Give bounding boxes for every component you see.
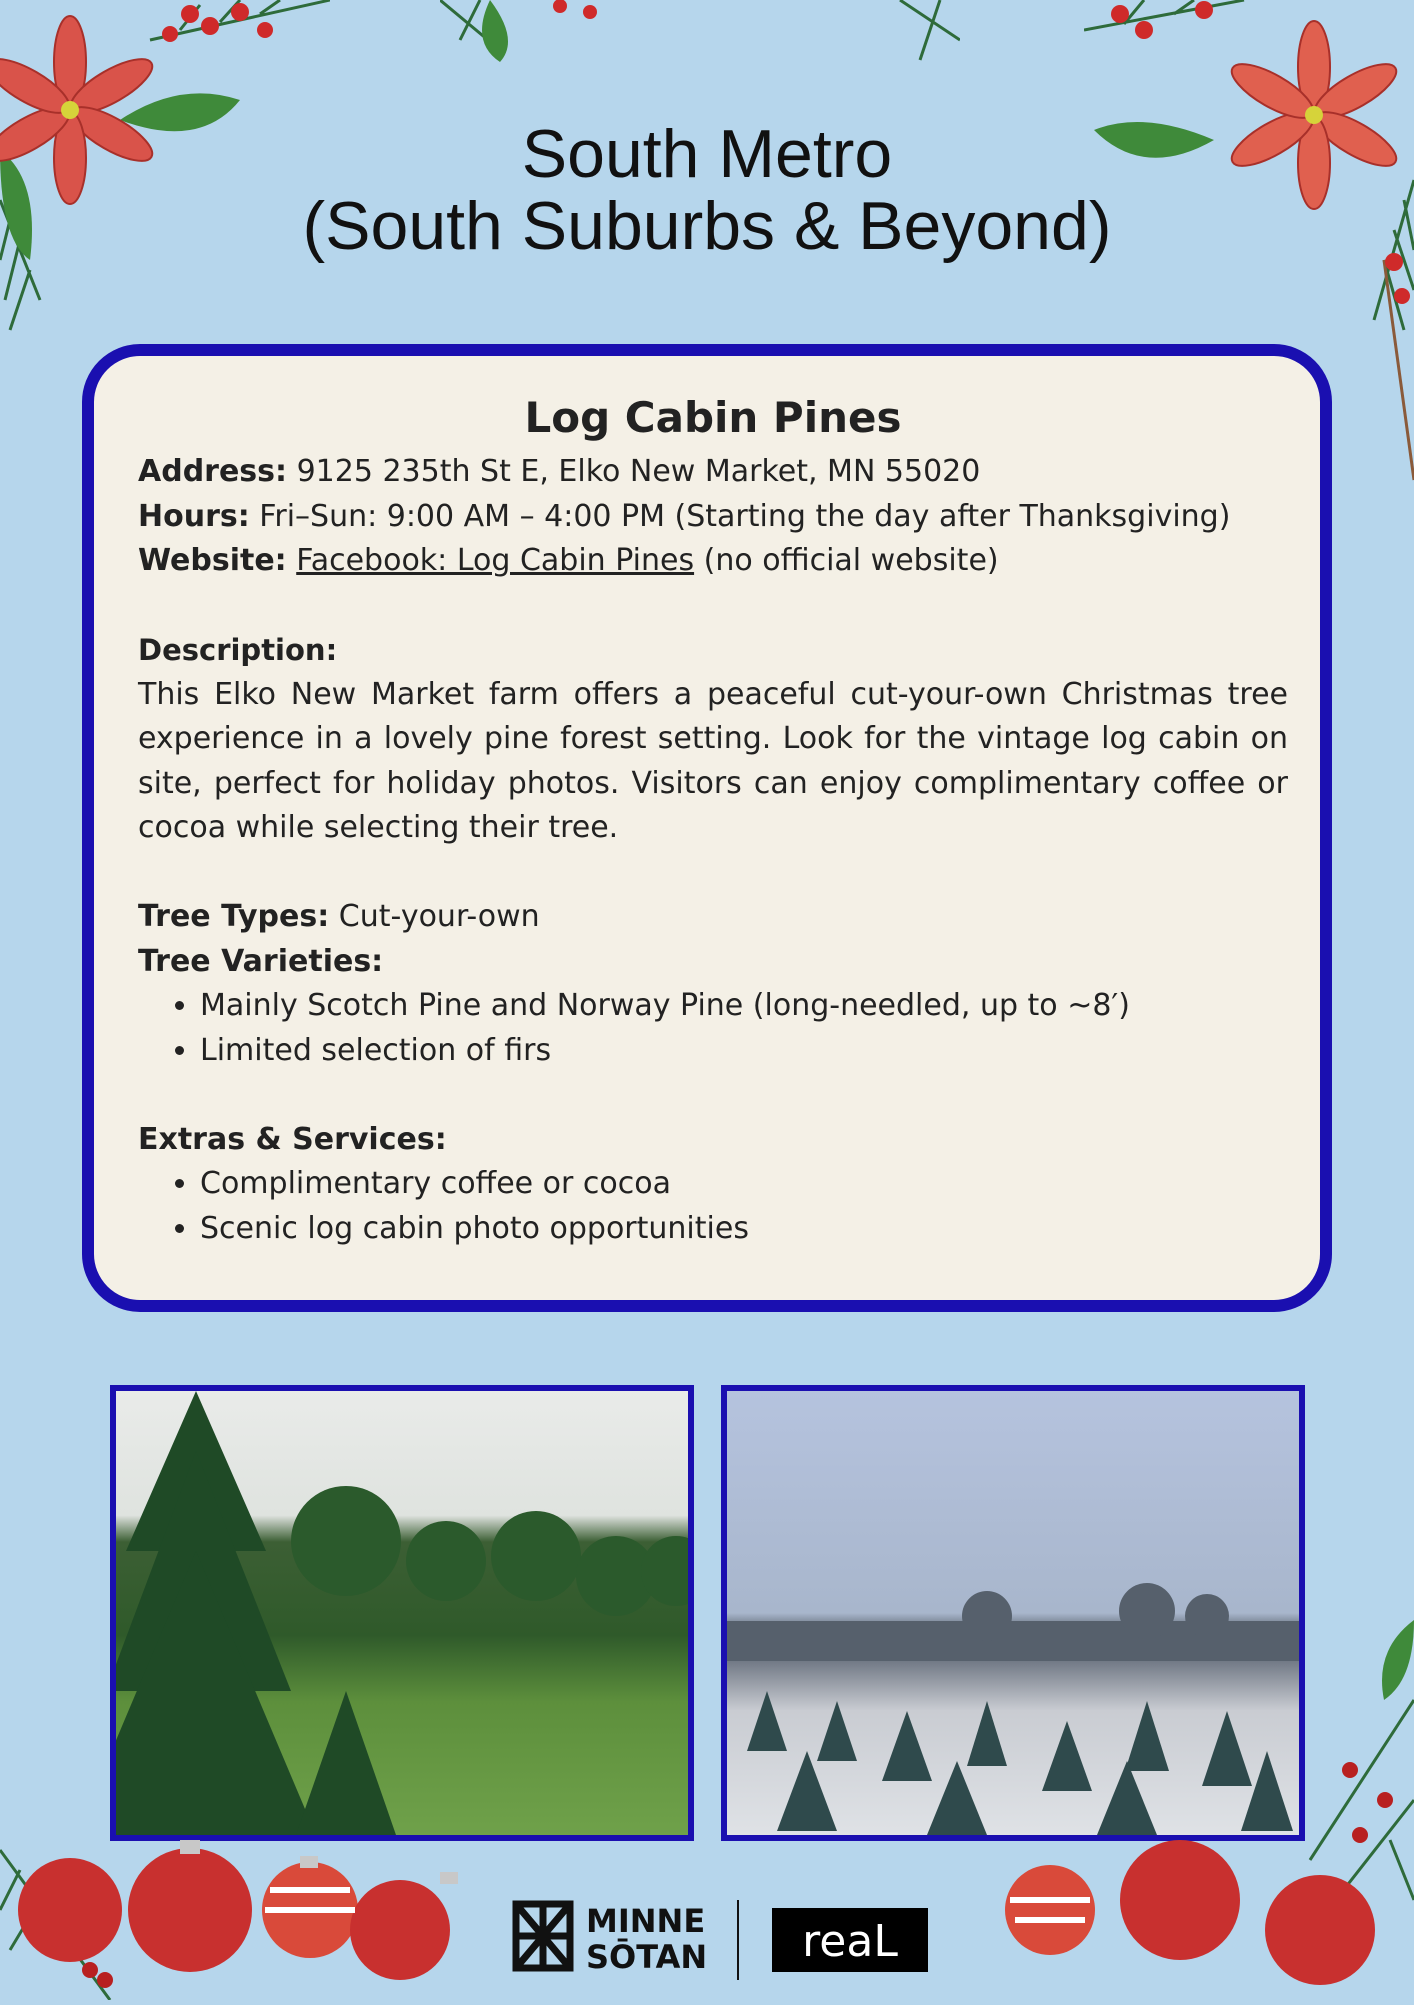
hours-label: Hours: [138, 498, 250, 534]
address-label: Address: [138, 454, 288, 489]
bottom-right-garland [990, 1600, 1414, 2000]
farm-info-card [82, 344, 1332, 1312]
list-item: • Mainly Scotch Pine and Norway Pine (long-needled, up to ~8′) [200, 984, 1288, 1029]
address-row [138, 450, 1288, 495]
bottom-left-garland [0, 1760, 500, 2000]
tree-types-label: Tree Types: [138, 899, 330, 934]
holly-berry-icon [162, 3, 273, 42]
page-title-line2: (South Suburbs & Beyond) [302, 188, 1112, 264]
website-link[interactable]: Facebook: Log Cabin Pines [296, 543, 695, 578]
hours-row [138, 495, 1288, 540]
extras-list [138, 1162, 1288, 1251]
list-item: • Limited selection of firs [200, 1029, 1288, 1074]
extras-label: Extras & Services: [138, 1121, 447, 1157]
tree-varieties-list [138, 984, 1288, 1073]
address-value: 9125 235th St E, Elko New Market, MN 55020 [296, 454, 981, 489]
list-item: • Scenic log cabin photo opportunities [200, 1207, 1288, 1252]
page-title [0, 118, 1414, 262]
top-center-garland [440, 0, 960, 70]
ornament-icon [1005, 1840, 1375, 1985]
holly-leaf-icon [482, 0, 508, 62]
real-logo-text: reaL [802, 1916, 898, 1967]
holly-berry-icon [553, 0, 597, 19]
hours-value: Fri–Sun: 9:00 AM – 4:00 PM (Starting the day after Thanksgiving) [259, 498, 1231, 534]
website-label: Website: [138, 543, 287, 578]
description-text: This Elko New Market farm offers a peaceful cut-your-own Christmas tree experience in a lovely pine forest setting. Look for the vintage log cabin on site, perfect for holiday photos. Visitors can enjoy complimentary coffee or cocoa while selecting their tree. [138, 676, 1288, 845]
description-label: Description: [138, 633, 338, 667]
farm-name: Log Cabin Pines [524, 393, 902, 442]
website-row [138, 539, 1288, 584]
footer-logos [494, 1880, 948, 2000]
page-title-line1: South Metro [521, 116, 893, 192]
minnesotan-logo-icon [516, 1904, 570, 1968]
minnesotan-logo-line2: SŌTAN [586, 1938, 708, 1976]
website-note: (no official website) [703, 543, 999, 578]
tree-varieties-label: Tree Varieties: [138, 943, 384, 979]
tree-types-value: Cut-your-own [338, 899, 540, 934]
minnesotan-logo-line1: MINNE [586, 1902, 706, 1940]
tree-types-row [138, 895, 1288, 940]
list-item: • Complimentary coffee or cocoa [200, 1162, 1288, 1207]
holly-leaf-icon [1382, 1620, 1414, 1700]
ornament-icon [18, 1848, 450, 1980]
